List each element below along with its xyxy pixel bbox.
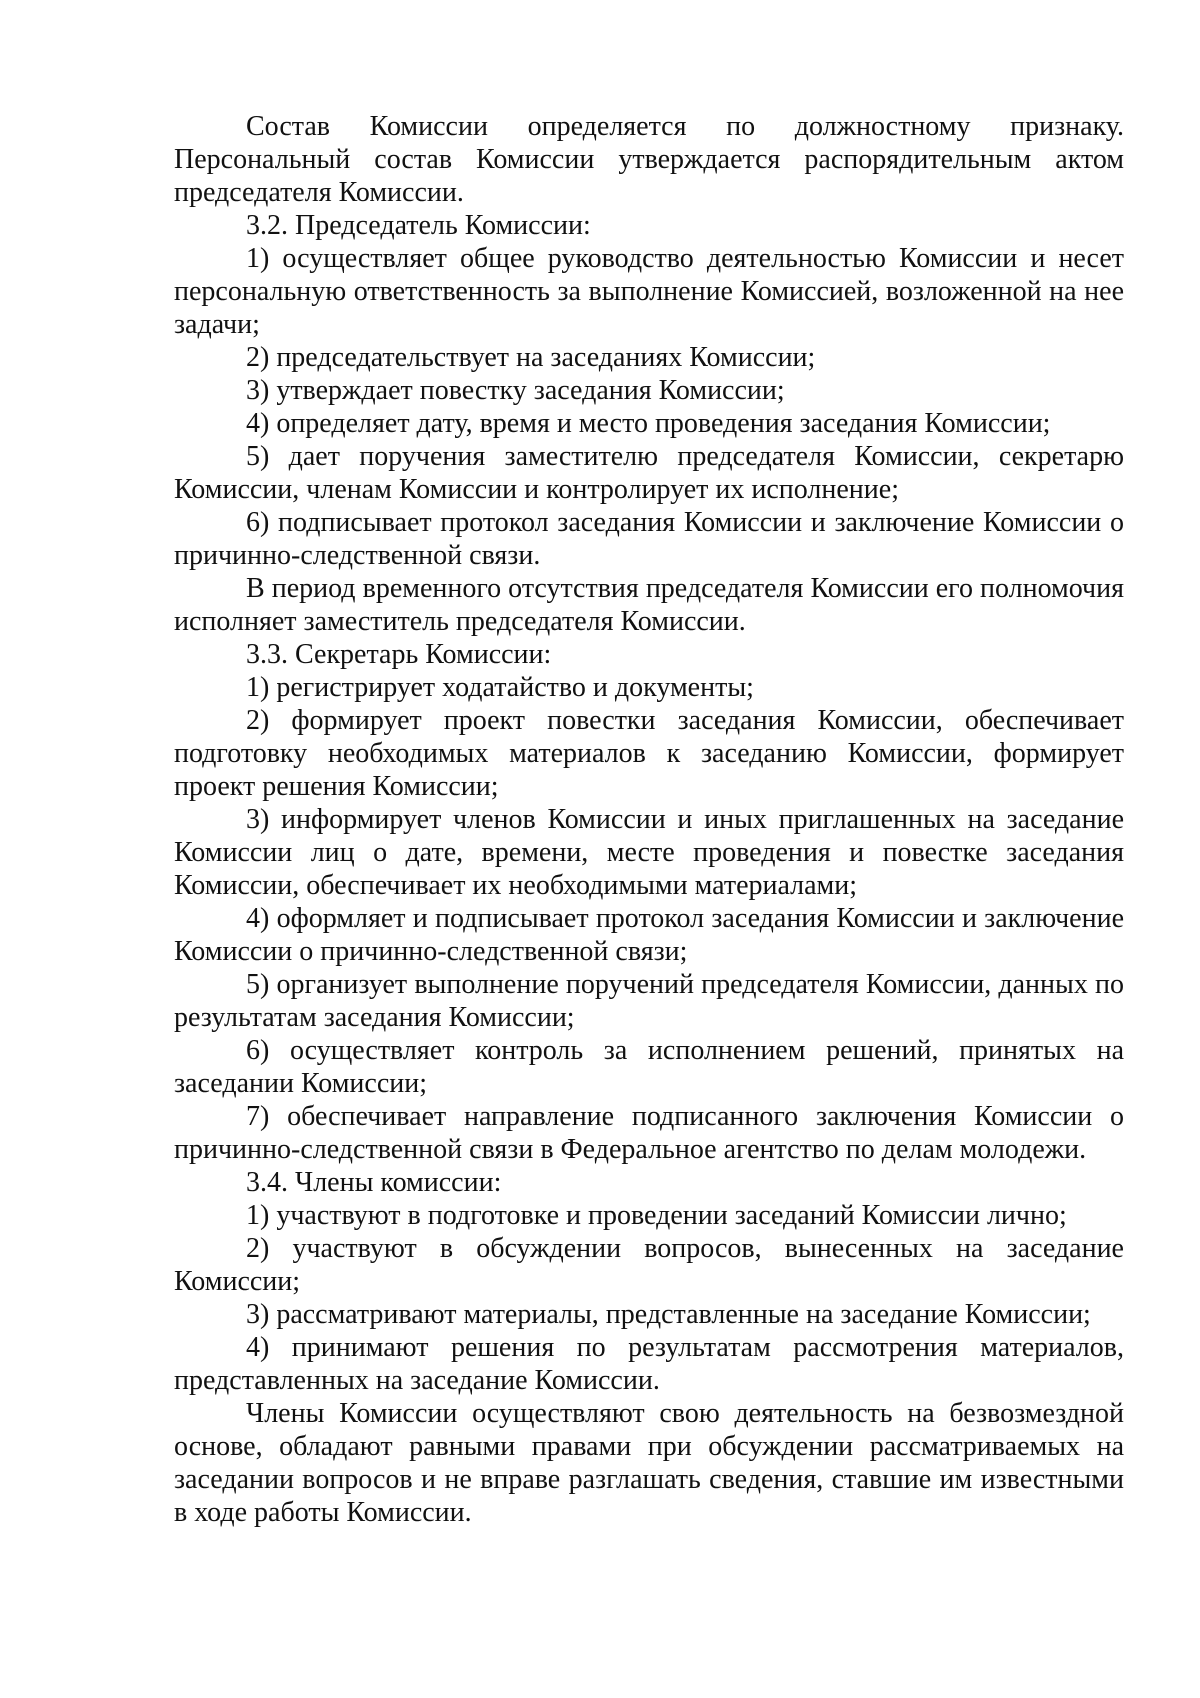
member-item-3: 3) рассматривают материалы, представленные на заседание Комиссии;	[246, 1299, 1091, 1330]
secretary-item-2: 2) формирует проект повестки заседания Комиссии, обеспечивает подготовку необходимых материалов к заседанию Комиссии, формирует проект решения Комиссии;	[174, 705, 1124, 802]
chairman-item-4: 4) определяет дату, время и место проведения заседания Комиссии;	[246, 408, 1051, 439]
section-3-2-heading: 3.2. Председатель Комиссии:	[246, 210, 591, 241]
secretary-item-1: 1) регистрирует ходатайство и документы;	[246, 672, 754, 703]
secretary-item-5: 5) организует выполнение поручений председателя Комиссии, данных по результатам заседания Комиссии;	[174, 969, 1124, 1033]
chairman-item-2: 2) председательствует на заседаниях Комиссии;	[246, 342, 816, 373]
member-item-2: 2) участвуют в обсуждении вопросов, вынесенных на заседание Комиссии;	[174, 1233, 1124, 1297]
paragraph-composition: Состав Комиссии определяется по должностному признаку. Персональный состав Комиссии утверждается распорядительным актом председателя Комиссии.	[174, 111, 1124, 208]
section-3-4-heading: 3.4. Члены комиссии:	[246, 1167, 502, 1198]
paragraph-chairman-absence: В период временного отсутствия председателя Комиссии его полномочия исполняет заместитель председателя Комиссии.	[174, 573, 1124, 637]
member-item-4: 4) принимают решения по результатам рассмотрения материалов, представленных на заседание Комиссии.	[174, 1332, 1124, 1396]
paragraph-members-basis: Члены Комиссии осуществляют свою деятельность на безвозмездной основе, обладают равными правами при обсуждении рассматриваемых на заседании вопросов и не вправе разглашать сведения, ставшие им известными в ходе работы Комиссии.	[174, 1398, 1124, 1528]
secretary-item-6: 6) осуществляет контроль за исполнением решений, принятых на заседании Комиссии;	[174, 1035, 1124, 1099]
chairman-item-6: 6) подписывает протокол заседания Комиссии и заключение Комиссии о причинно-следственной связи.	[174, 507, 1124, 571]
section-3-3-heading: 3.3. Секретарь Комиссии:	[246, 639, 552, 670]
document-page	[174, 110, 1124, 1529]
chairman-item-3: 3) утверждает повестку заседания Комиссии;	[246, 375, 785, 406]
chairman-item-5: 5) дает поручения заместителю председателя Комиссии, секретарю Комиссии, членам Комиссии и контролирует их исполнение;	[174, 441, 1124, 505]
secretary-item-7: 7) обеспечивает направление подписанного заключения Комиссии о причинно-следственной связи в Федеральное агентство по делам молодежи.	[174, 1101, 1124, 1165]
member-item-1: 1) участвуют в подготовке и проведении заседаний Комиссии лично;	[246, 1200, 1067, 1231]
secretary-item-4: 4) оформляет и подписывает протокол заседания Комиссии и заключение Комиссии о причинно-следственной связи;	[174, 903, 1124, 967]
chairman-item-1: 1) осуществляет общее руководство деятельностью Комиссии и несет персональную ответственность за выполнение Комиссией, возложенной на нее задачи;	[174, 243, 1124, 340]
secretary-item-3: 3) информирует членов Комиссии и иных приглашенных на заседание Комиссии лиц о дате, времени, месте проведения и повестке заседания Комиссии, обеспечивает их необходимыми материалами;	[174, 804, 1124, 901]
